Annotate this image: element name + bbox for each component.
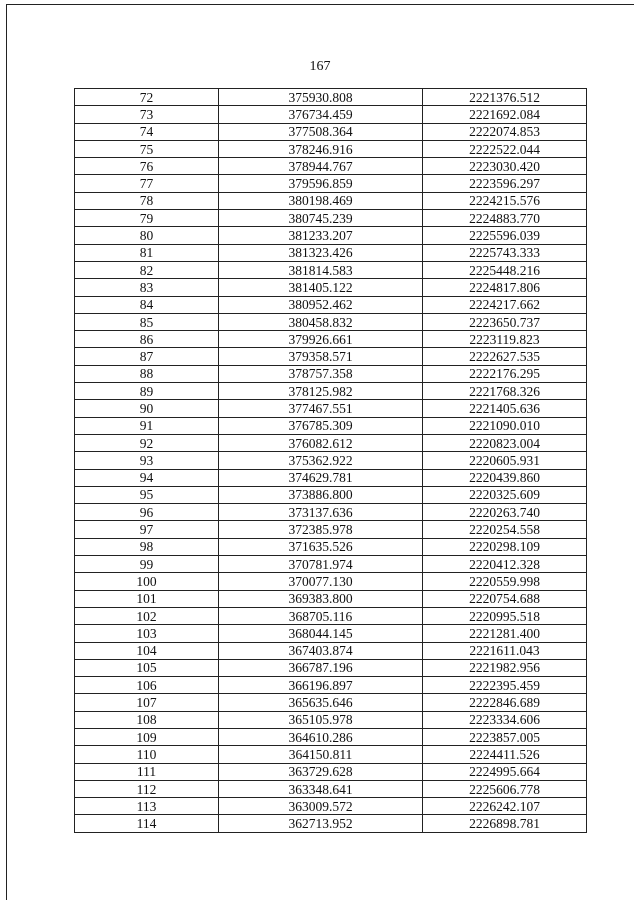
x-coordinate-cell: 375362.922 [219,452,423,469]
point-number-cell: 81 [75,244,219,261]
table-row [75,677,587,694]
y-coordinate-cell: 2224817.806 [423,279,587,296]
point-number-cell: 96 [75,504,219,521]
y-coordinate-cell: 2221611.043 [423,642,587,659]
table-row [75,728,587,745]
y-coordinate-cell: 2220298.109 [423,538,587,555]
y-coordinate-cell: 2221281.400 [423,625,587,642]
y-coordinate-cell: 2224215.576 [423,192,587,209]
table-row [75,815,587,832]
table-row [75,607,587,624]
point-number-cell: 104 [75,642,219,659]
y-coordinate-cell: 2223119.823 [423,331,587,348]
point-number-cell: 83 [75,279,219,296]
table-row [75,348,587,365]
y-coordinate-cell: 2220754.688 [423,590,587,607]
table-row [75,711,587,728]
table-row [75,625,587,642]
x-coordinate-cell: 375930.808 [219,89,423,106]
point-number-cell: 110 [75,746,219,763]
point-number-cell: 97 [75,521,219,538]
y-coordinate-cell: 2221405.636 [423,400,587,417]
x-coordinate-cell: 370781.974 [219,556,423,573]
table-row [75,123,587,140]
table-row [75,746,587,763]
x-coordinate-cell: 378757.358 [219,365,423,382]
x-coordinate-cell: 373886.800 [219,486,423,503]
table-row [75,504,587,521]
table-row [75,659,587,676]
table-row [75,279,587,296]
table-row [75,192,587,209]
point-number-cell: 102 [75,607,219,624]
table-row [75,400,587,417]
point-number-cell: 106 [75,677,219,694]
y-coordinate-cell: 2224411.526 [423,746,587,763]
x-coordinate-cell: 373137.636 [219,504,423,521]
x-coordinate-cell: 371635.526 [219,538,423,555]
point-number-cell: 108 [75,711,219,728]
table-row [75,798,587,815]
y-coordinate-cell: 2222846.689 [423,694,587,711]
point-number-cell: 79 [75,210,219,227]
x-coordinate-cell: 378944.767 [219,158,423,175]
table-row [75,383,587,400]
y-coordinate-cell: 2222627.535 [423,348,587,365]
x-coordinate-cell: 372385.978 [219,521,423,538]
x-coordinate-cell: 368705.116 [219,607,423,624]
point-number-cell: 98 [75,538,219,555]
x-coordinate-cell: 381233.207 [219,227,423,244]
table-row [75,331,587,348]
point-number-cell: 91 [75,417,219,434]
table-row [75,140,587,157]
point-number-cell: 94 [75,469,219,486]
y-coordinate-cell: 2222522.044 [423,140,587,157]
y-coordinate-cell: 2220412.328 [423,556,587,573]
point-number-cell: 114 [75,815,219,832]
table-row [75,521,587,538]
x-coordinate-cell: 379926.661 [219,331,423,348]
y-coordinate-cell: 2221768.326 [423,383,587,400]
x-coordinate-cell: 362713.952 [219,815,423,832]
point-number-cell: 109 [75,728,219,745]
x-coordinate-cell: 380745.239 [219,210,423,227]
x-coordinate-cell: 381814.583 [219,261,423,278]
page-number: 167 [309,59,331,74]
x-coordinate-cell: 380458.832 [219,313,423,330]
y-coordinate-cell: 2223857.005 [423,728,587,745]
x-coordinate-cell: 366196.897 [219,677,423,694]
point-number-cell: 103 [75,625,219,642]
y-coordinate-cell: 2225743.333 [423,244,587,261]
y-coordinate-cell: 2222395.459 [423,677,587,694]
x-coordinate-cell: 379358.571 [219,348,423,365]
point-number-cell: 100 [75,573,219,590]
point-number-cell: 76 [75,158,219,175]
point-number-cell: 101 [75,590,219,607]
x-coordinate-cell: 376734.459 [219,106,423,123]
point-number-cell: 99 [75,556,219,573]
x-coordinate-cell: 367403.874 [219,642,423,659]
x-coordinate-cell: 363729.628 [219,763,423,780]
y-coordinate-cell: 2226898.781 [423,815,587,832]
table-row [75,694,587,711]
coordinate-table [74,88,587,833]
x-coordinate-cell: 376082.612 [219,434,423,451]
y-coordinate-cell: 2220995.518 [423,607,587,624]
y-coordinate-cell: 2221692.084 [423,106,587,123]
point-number-cell: 77 [75,175,219,192]
table-row [75,780,587,797]
x-coordinate-cell: 377508.364 [219,123,423,140]
y-coordinate-cell: 2222074.853 [423,123,587,140]
table-row [75,763,587,780]
point-number-cell: 87 [75,348,219,365]
coordinate-table-body [75,89,587,833]
point-number-cell: 90 [75,400,219,417]
y-coordinate-cell: 2224217.662 [423,296,587,313]
y-coordinate-cell: 2223596.297 [423,175,587,192]
point-number-cell: 73 [75,106,219,123]
x-coordinate-cell: 378125.982 [219,383,423,400]
table-row [75,175,587,192]
y-coordinate-cell: 2220325.609 [423,486,587,503]
table-row [75,590,587,607]
x-coordinate-cell: 381405.122 [219,279,423,296]
x-coordinate-cell: 370077.130 [219,573,423,590]
table-row [75,227,587,244]
point-number-cell: 82 [75,261,219,278]
x-coordinate-cell: 381323.426 [219,244,423,261]
x-coordinate-cell: 379596.859 [219,175,423,192]
x-coordinate-cell: 368044.145 [219,625,423,642]
y-coordinate-cell: 2220439.860 [423,469,587,486]
point-number-cell: 95 [75,486,219,503]
y-coordinate-cell: 2220254.558 [423,521,587,538]
x-coordinate-cell: 364150.811 [219,746,423,763]
point-number-cell: 111 [75,763,219,780]
y-coordinate-cell: 2223030.420 [423,158,587,175]
y-coordinate-cell: 2226242.107 [423,798,587,815]
point-number-cell: 75 [75,140,219,157]
point-number-cell: 89 [75,383,219,400]
y-coordinate-cell: 2224883.770 [423,210,587,227]
y-coordinate-cell: 2221982.956 [423,659,587,676]
point-number-cell: 72 [75,89,219,106]
x-coordinate-cell: 378246.916 [219,140,423,157]
table-row [75,261,587,278]
table-row [75,365,587,382]
table-row [75,313,587,330]
x-coordinate-cell: 365635.646 [219,694,423,711]
x-coordinate-cell: 376785.309 [219,417,423,434]
table-row [75,244,587,261]
y-coordinate-cell: 2225596.039 [423,227,587,244]
x-coordinate-cell: 366787.196 [219,659,423,676]
x-coordinate-cell: 377467.551 [219,400,423,417]
table-row [75,452,587,469]
point-number-cell: 92 [75,434,219,451]
point-number-cell: 80 [75,227,219,244]
table-row [75,538,587,555]
point-number-cell: 107 [75,694,219,711]
x-coordinate-cell: 363009.572 [219,798,423,815]
x-coordinate-cell: 365105.978 [219,711,423,728]
table-row [75,417,587,434]
table-row [75,556,587,573]
x-coordinate-cell: 380198.469 [219,192,423,209]
y-coordinate-cell: 2225606.778 [423,780,587,797]
x-coordinate-cell: 369383.800 [219,590,423,607]
point-number-cell: 84 [75,296,219,313]
y-coordinate-cell: 2223334.606 [423,711,587,728]
point-number-cell: 113 [75,798,219,815]
y-coordinate-cell: 2223650.737 [423,313,587,330]
point-number-cell: 112 [75,780,219,797]
x-coordinate-cell: 380952.462 [219,296,423,313]
point-number-cell: 105 [75,659,219,676]
table-row [75,469,587,486]
table-row [75,573,587,590]
y-coordinate-cell: 2221090.010 [423,417,587,434]
point-number-cell: 85 [75,313,219,330]
y-coordinate-cell: 2220559.998 [423,573,587,590]
point-number-cell: 78 [75,192,219,209]
table-row [75,210,587,227]
table-row [75,158,587,175]
y-coordinate-cell: 2220823.004 [423,434,587,451]
table-row [75,89,587,106]
table-row [75,296,587,313]
point-number-cell: 93 [75,452,219,469]
point-number-cell: 88 [75,365,219,382]
x-coordinate-cell: 363348.641 [219,780,423,797]
y-coordinate-cell: 2224995.664 [423,763,587,780]
y-coordinate-cell: 2220263.740 [423,504,587,521]
y-coordinate-cell: 2225448.216 [423,261,587,278]
point-number-cell: 74 [75,123,219,140]
y-coordinate-cell: 2220605.931 [423,452,587,469]
x-coordinate-cell: 364610.286 [219,728,423,745]
table-row [75,486,587,503]
table-row [75,106,587,123]
y-coordinate-cell: 2222176.295 [423,365,587,382]
x-coordinate-cell: 374629.781 [219,469,423,486]
point-number-cell: 86 [75,331,219,348]
y-coordinate-cell: 2221376.512 [423,89,587,106]
table-row [75,642,587,659]
table-row [75,434,587,451]
